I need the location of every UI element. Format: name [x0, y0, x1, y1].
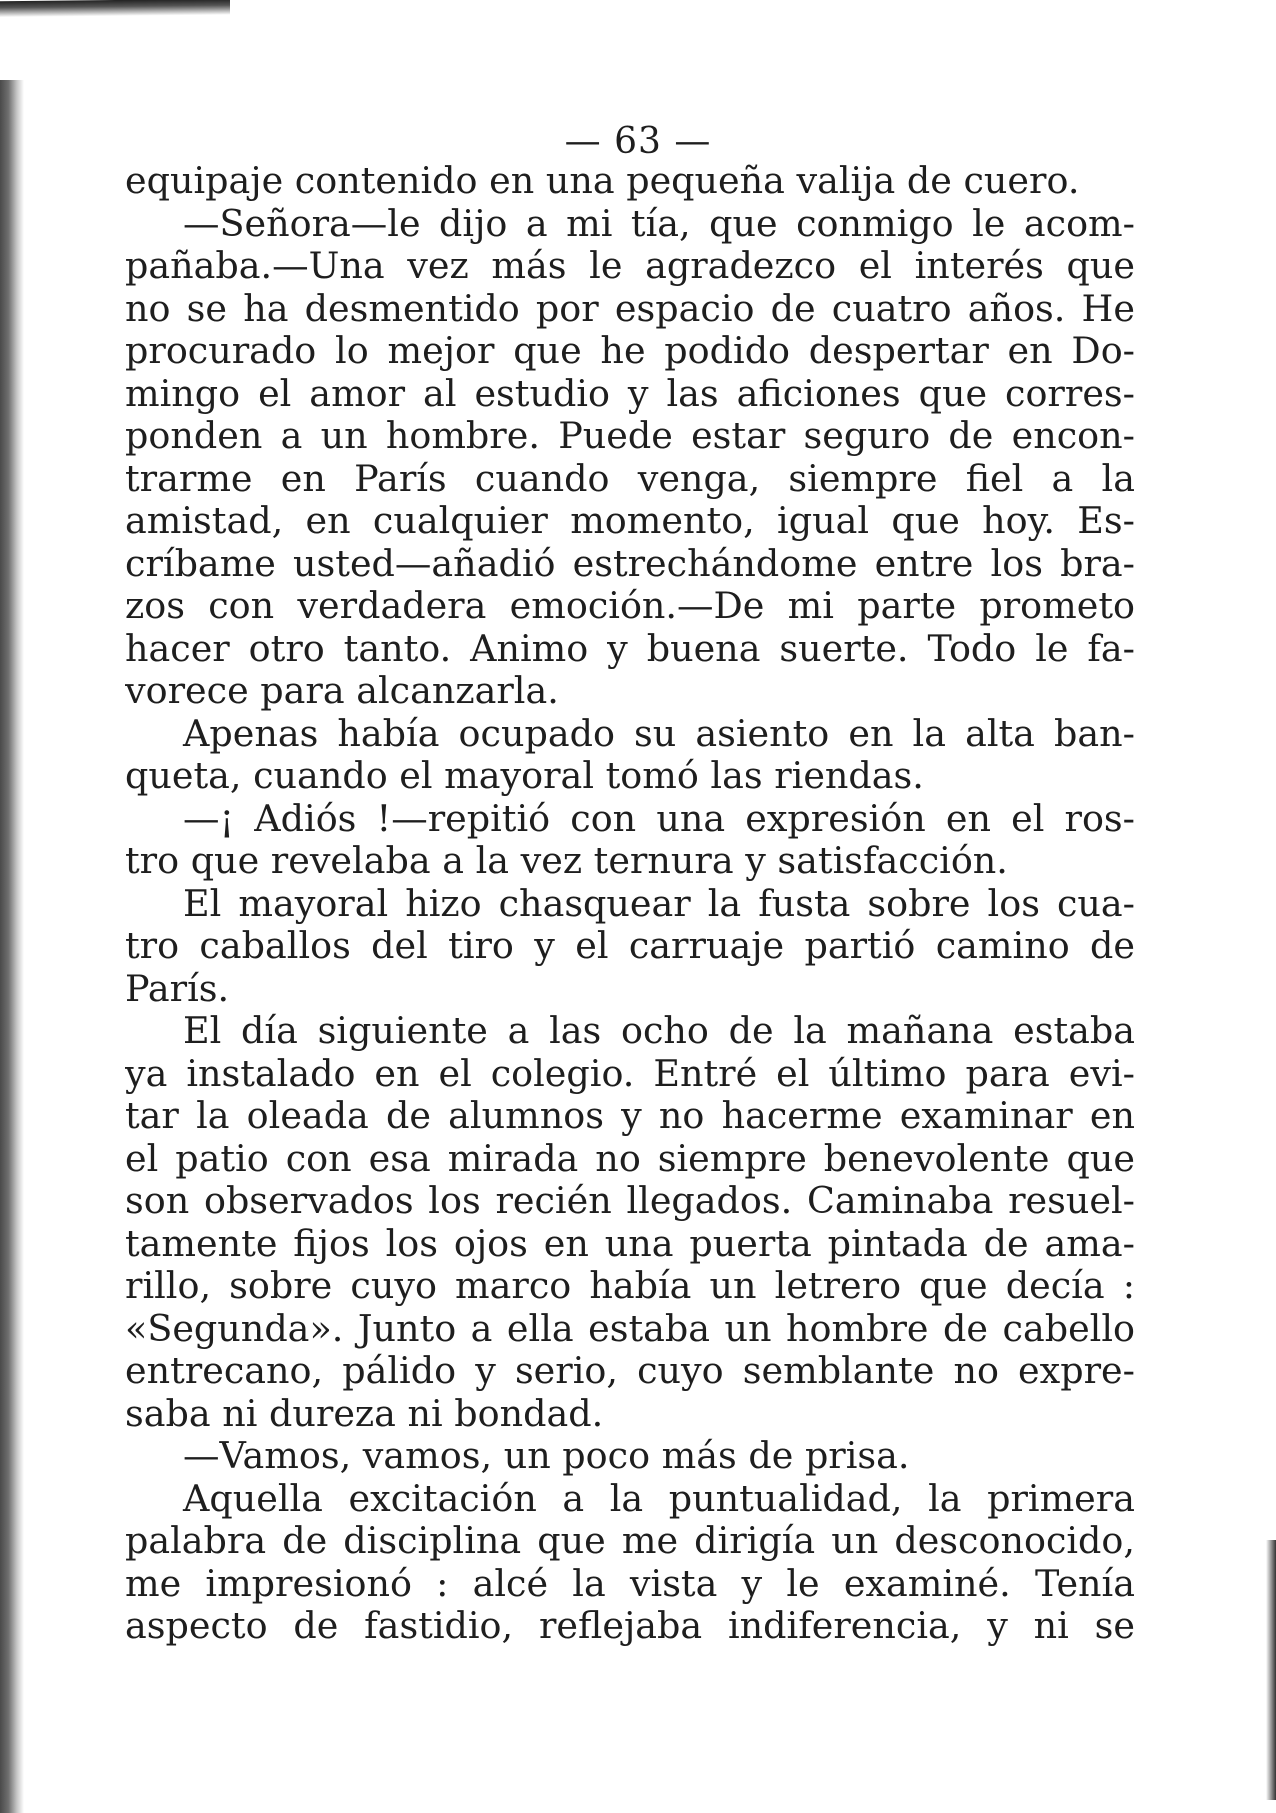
text-line: mingo el amor al estudio y las aficiones que corres- — [125, 372, 1135, 415]
binding-gutter-shadow — [0, 80, 24, 1813]
body-text — [125, 160, 1135, 1648]
text-line: El día siguiente a las ocho de la mañana estaba — [183, 1010, 1135, 1052]
text-line: —Vamos, vamos, un poco más de prisa. — [183, 1435, 910, 1477]
text-line: ya instalado en el colegio. Entré el último para evi- — [125, 1052, 1135, 1095]
page-number: — 63 — — [564, 121, 712, 162]
text-line: amistad, en cualquier momento, igual que hoy. Es- — [125, 500, 1135, 542]
text-line: ponden a un hombre. Puede estar seguro de encon- — [125, 415, 1135, 457]
text-line: trarme en París cuando venga, siempre fiel a la — [125, 457, 1135, 500]
text-line: rillo, sobre cuyo marco había un letrero que decía : — [125, 1265, 1135, 1307]
text-line: no se ha desmentido por espacio de cuatro años. He — [125, 287, 1135, 330]
text-line: hacer otro tanto. Animo y buena suerte. Todo le fa- — [125, 627, 1135, 670]
text-line: pañaba.—Una vez más le agradezco el interés que — [125, 245, 1135, 287]
scan-edge-mark-right — [1266, 1540, 1276, 1800]
text-line: Apenas había ocupado su asiento en la alta ban- — [183, 712, 1135, 755]
text-line: vorece para alcanzarla. — [125, 670, 559, 712]
text-line: —Señora—le dijo a mi tía, que conmigo le acom- — [183, 202, 1135, 245]
text-line: «Segunda». Junto a ella estaba un hombre de cabello — [125, 1307, 1135, 1350]
text-line: zos con verdadera emoción.—De mi parte prometo — [125, 585, 1135, 627]
scan-edge-mark — [0, 0, 230, 17]
text-line: críbame usted—añadió estrechándome entre los bra- — [125, 542, 1135, 585]
text-line: París. — [125, 967, 230, 1010]
text-line: me impresionó : alcé la vista y le examiné. Tenía — [125, 1562, 1135, 1605]
text-line: aspecto de fastidio, reflejaba indiferencia, y ni se — [125, 1605, 1135, 1647]
text-line: —¡ Adiós !—repitió con una expresión en el ros- — [183, 797, 1135, 840]
text-line: queta, cuando el mayoral tomó las riendas. — [125, 755, 924, 797]
text-line: saba ni dureza ni bondad. — [125, 1392, 604, 1435]
text-line: son observados los recién llegados. Caminaba resuel- — [125, 1180, 1135, 1222]
text-line: el patio con esa mirada no siempre benevolente que — [125, 1137, 1135, 1180]
text-line: Aquella excitación a la puntualidad, la primera — [183, 1477, 1135, 1520]
text-line: tro que revelaba a la vez ternura y satisfacción. — [125, 840, 1008, 882]
text-line: palabra de disciplina que me dirigía un desconocido, — [125, 1520, 1135, 1562]
text-line: equipaje contenido en una pequeña valija de cuero. — [125, 160, 1080, 202]
text-line: entrecano, pálido y serio, cuyo semblante no expre- — [125, 1350, 1135, 1392]
text-line: tar la oleada de alumnos y no hacerme examinar en — [125, 1095, 1135, 1137]
text-line: procurado lo mejor que he podido despertar en Do- — [125, 330, 1135, 372]
text-line: El mayoral hizo chasquear la fusta sobre los cua- — [183, 882, 1135, 925]
text-line: tro caballos del tiro y el carruaje partió camino de — [125, 925, 1135, 967]
text-line: tamente fijos los ojos en una puerta pintada de ama- — [125, 1222, 1135, 1265]
